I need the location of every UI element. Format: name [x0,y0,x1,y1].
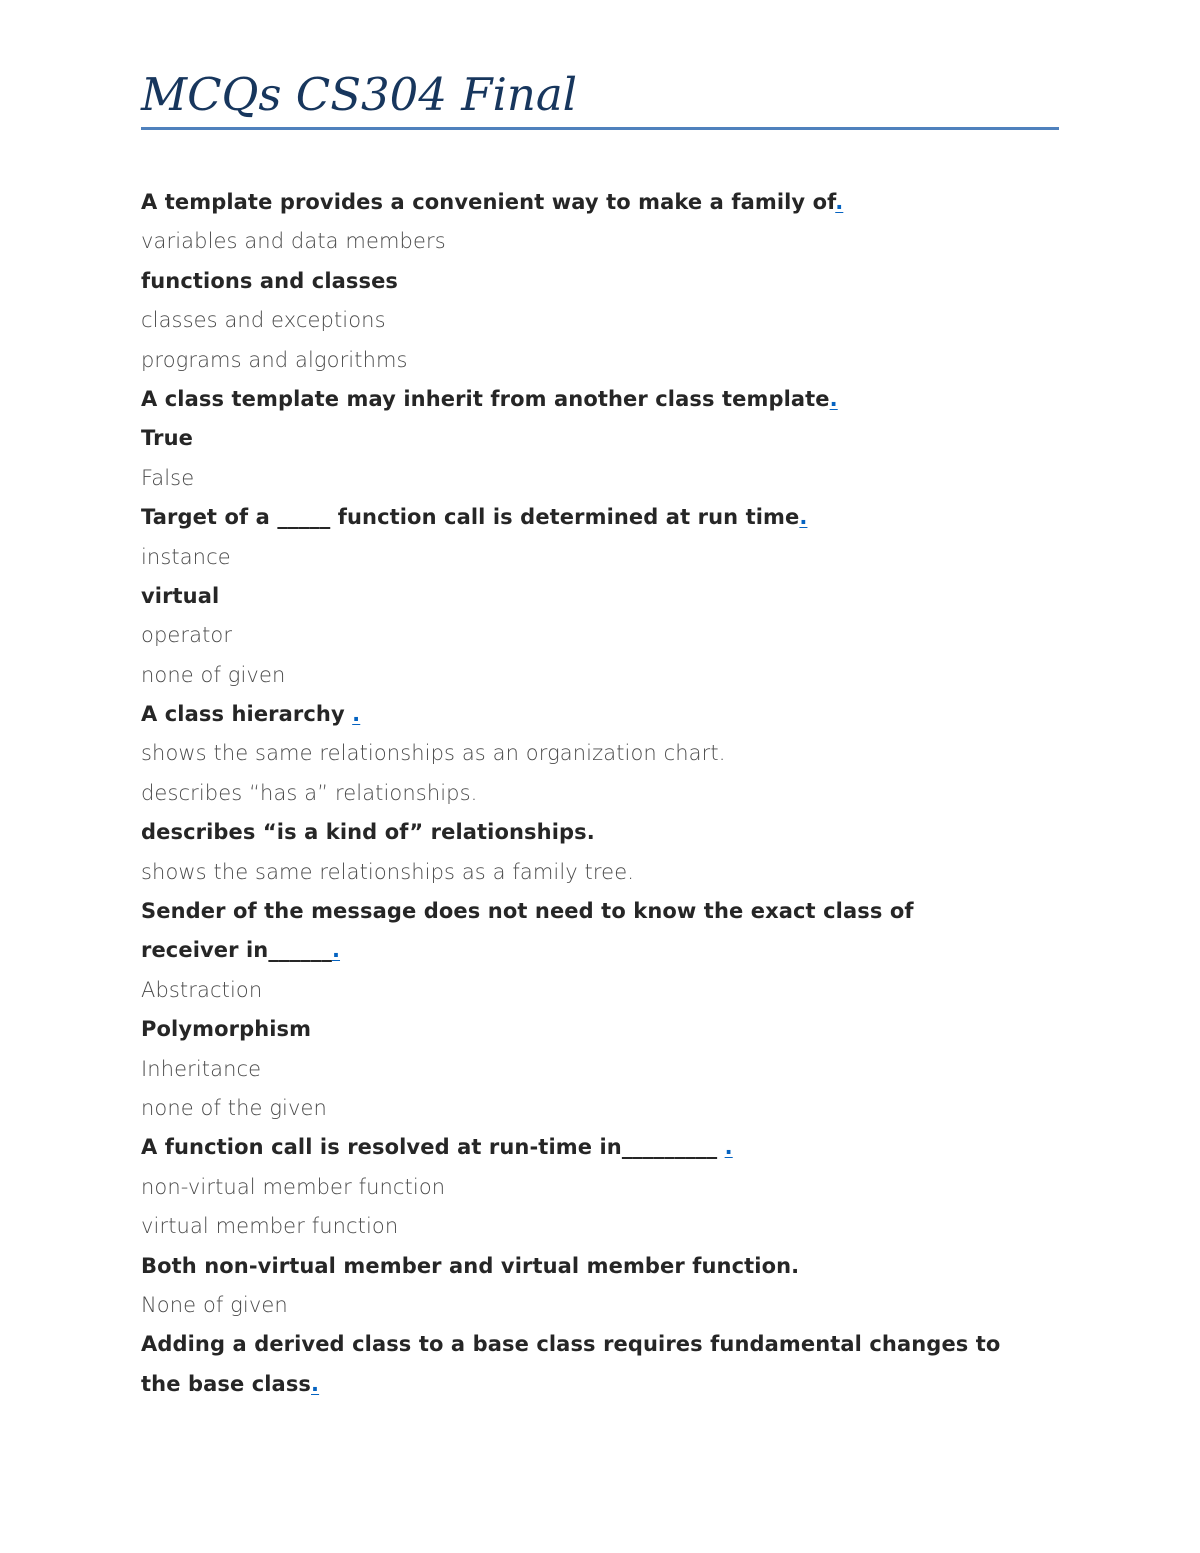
question-or-answer-bold-line [141,577,1071,616]
question-or-answer-bold-line [141,262,1071,301]
option-line [141,222,1071,261]
title-underline-rule [141,127,1059,130]
line-text: describes “has a” relationships. [141,780,478,805]
line-text: None of given [141,1292,288,1317]
line-text: variables and data members [141,229,446,254]
line-text: Inheritance [141,1056,262,1081]
period-link[interactable]: . [829,386,838,411]
question-or-answer-bold-line [141,1365,1071,1404]
line-text: virtual member function [141,1214,399,1239]
line-text: shows the same relationships as a family tree. [141,859,634,884]
line-text: operator [141,623,233,648]
option-line [141,853,1071,892]
line-text: A template provides a convenient way to make a family of [141,190,836,214]
line-text: the base class [141,1371,312,1396]
period-link[interactable]: . [311,1371,320,1396]
line-text: A function call is resolved at run-time in_________ [141,1135,725,1160]
period-link[interactable]: . [724,1135,733,1160]
option-line [141,1286,1071,1325]
question-or-answer-bold-line [141,813,1071,852]
option-line [141,971,1071,1010]
option-line [141,538,1071,577]
line-text: non-virtual member function [141,1174,446,1199]
question-or-answer-bold-line [141,892,1071,931]
line-text: Target of a _____ function call is determined at run time [141,505,800,530]
option-line [141,459,1071,498]
option-line [141,341,1071,380]
question-or-answer-bold-line [141,1247,1071,1286]
line-text: shows the same relationships as an organization chart. [141,741,726,766]
line-text: A class hierarchy [141,702,353,727]
option-line [141,1089,1071,1128]
line-text: Adding a derived class to a base class requires fundamental changes to [141,1332,1001,1357]
option-line [141,1168,1071,1207]
question-or-answer-bold-line [141,183,1071,222]
line-text: True [141,426,193,451]
question-or-answer-bold-line [141,380,1071,419]
line-text: functions and classes [141,268,399,293]
line-text: programs and algorithms [141,347,408,372]
line-text: False [141,465,195,490]
line-text: Sender of the message does not need to know the exact class of [141,899,914,924]
period-link[interactable]: . [352,702,361,727]
line-text: virtual [141,583,220,608]
option-line [141,301,1071,340]
question-or-answer-bold-line [141,419,1071,458]
option-line [141,1050,1071,1089]
line-text: none of given [141,662,286,687]
option-line [141,774,1071,813]
period-link[interactable]: . [331,938,341,963]
question-or-answer-bold-line [141,1128,1071,1167]
line-text: Polymorphism [141,1017,312,1042]
question-or-answer-bold-line [141,1325,1071,1364]
option-line [141,616,1071,655]
period-link[interactable]: . [799,505,808,530]
question-or-answer-bold-line [141,695,1071,734]
line-text: receiver in______ [141,938,332,963]
period-link[interactable]: . [835,190,844,214]
line-text: Both non-virtual member and virtual member function. [141,1253,800,1278]
document-title: MCQs CS304 Final [141,68,578,121]
line-text: Abstraction [141,977,263,1002]
question-or-answer-bold-line [141,498,1071,537]
option-line [141,656,1071,695]
line-text: none of the given [141,1095,327,1120]
option-line [141,1207,1071,1246]
line-text: instance [141,544,231,569]
option-line [141,734,1071,773]
question-or-answer-bold-line [141,931,1071,970]
mcq-content [141,183,1071,1404]
line-text: classes and exceptions [141,308,386,333]
line-text: describes “is a kind of” relationships. [141,820,595,845]
question-or-answer-bold-line [141,1010,1071,1049]
line-text: A class template may inherit from another class template [141,386,830,411]
